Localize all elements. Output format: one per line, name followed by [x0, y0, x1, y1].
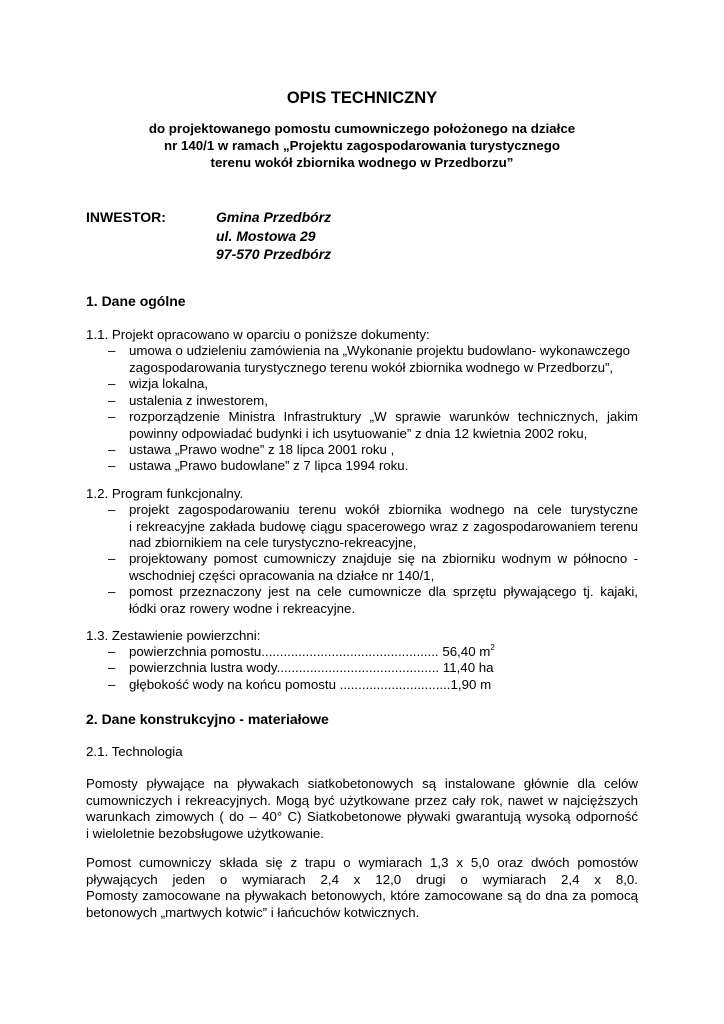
subtitle-line: nr 140/1 w ramach „Projektu zagospodarowania turystycznego [163, 138, 561, 153]
paragraph-line: pływających jeden o wymiarach 2,4 x 12,0 drugi o wymiarach 2,4 x 8,0. [86, 871, 638, 887]
bullet-dash: – [108, 584, 116, 599]
list-item-line: ustalenia z inwestorem, [129, 393, 268, 408]
paragraph-line: i wieloletnie bezobsługowe użytkowanie. [86, 825, 325, 841]
paragraph-line: betonowych „martwych kotwic” i łańcuchów kotwicznych. [86, 904, 420, 920]
list-item-line: ustawa „Prawo wodne” z 18 lipca 2001 roku , [129, 442, 395, 457]
list-item-line: ustawa „Prawo budowlane” z 7 lipca 1994 roku. [129, 458, 409, 473]
investor-label: INWESTOR: [86, 209, 166, 225]
bullet-dash: – [108, 677, 116, 692]
paragraph-line: Pomosty pływające na pływakach siatkobetonowych są instalowane głównie dla celów [86, 776, 638, 791]
paragraph [86, 776, 638, 842]
investor-street: ul. Mostowa 29 [216, 227, 316, 244]
section-2-heading: 2. Dane konstrukcyjno - materiałowe [86, 711, 329, 727]
subtitle-line: terenu wokół zbiornika wodnego w Przedborzu” [210, 155, 514, 170]
section-1-1-intro: 1.1. Projekt opracowano w oparciu o poniższe dokumenty: [86, 327, 430, 342]
list-item-line: rozporządzenie Ministra Infrastruktury „W sprawie warunków technicznych, jakim [129, 409, 638, 424]
unit-superscript: 2 [490, 643, 495, 652]
bullet-dash: – [108, 409, 116, 424]
list-item-line: i rekreacyjne zakłada budowę ciągu spacerowego wraz z zagospodarowaniem terenu [129, 518, 638, 534]
list-item-line [129, 644, 638, 661]
paragraph [86, 855, 638, 921]
paragraph-line: Pomost cumowniczy składa się z trapu o wymiarach 1,3 x 5,0 oraz dwóch pomostów [86, 855, 638, 870]
bullet-dash: – [108, 502, 116, 517]
bullet-dash: – [108, 551, 116, 566]
list-item-line: powinny odpowiadać budynki i ich usytuowanie” z dnia 12 kwietnia 2002 roku, [129, 425, 588, 441]
document-subtitle [0, 120, 724, 171]
bullet-dash: – [108, 458, 116, 473]
investor-city: 97-570 Przedbórz [216, 246, 332, 262]
document-title: OPIS TECHNICZNY [286, 89, 438, 107]
section-2-1-heading: 2.1. Technologia [86, 744, 183, 759]
list-item-line: projektowany pomost cumowniczy znajduje się na zbiorniku wodnym w północno - [129, 551, 638, 566]
subtitle-line: do projektowanego pomostu cumowniczego położonego na działce [148, 121, 576, 136]
list-item-line: powierzchnia lustra wody............................................ 11,40 ha [129, 660, 494, 675]
list-item-line: nad zbiornikiem na cele turystyczno-rekreacyjne, [129, 535, 417, 551]
bullet-dash: – [108, 644, 116, 659]
list-item-line: pomost przeznaczony jest na cele cumownicze dla sprzętu pływającego tj. kajaki, [129, 584, 638, 599]
bullet-dash: – [108, 376, 116, 391]
section-1-heading: 1. Dane ogólne [86, 293, 186, 309]
bullet-dash: – [108, 660, 116, 675]
paragraph-line: cumowniczych i rekreacyjnych. Mogą być użytkowane przez cały rok, nawet w najcięższych [86, 792, 638, 808]
list-item-line: łódki oraz rowery wodne i rekreacyjne. [129, 600, 356, 616]
list-item-line: wschodniej części opracowania na działce nr 140/1, [129, 567, 435, 583]
list-item-line: projekt zagospodarowaniu terenu wokół zbiornika wodnego na cele turystyczne [129, 502, 638, 517]
list-item-line: umowa o udzieleniu zamówienia na „Wykonanie projektu budowlano- wykonawczego [129, 343, 631, 358]
list-item-line: zagospodarowania turystycznego terenu wokół zbiornika wodnego w Przedborzu”, [129, 359, 614, 375]
bullet-dash: – [108, 393, 116, 408]
section-1-2-intro: 1.2. Program funkcjonalny. [86, 486, 244, 501]
investor-address [216, 208, 331, 264]
bullet-dash: – [108, 343, 116, 358]
section-1-3-intro: 1.3. Zestawienie powierzchni: [86, 628, 261, 643]
list-item-line: głębokość wody na końcu pomostu ..............................1,90 m [129, 677, 492, 692]
paragraph-line: warunkach zimowych ( do – 40° C) Siatkobetonowe pływaki gwarantują wysoką odporność [86, 809, 638, 825]
list-item-line: wizja lokalna, [129, 376, 209, 391]
bullet-dash: – [108, 442, 116, 457]
investor-name: Gmina Przedbórz [216, 209, 332, 225]
area-value: powierzchnia pomostu................................................ 56,40 m [129, 644, 491, 659]
paragraph-line: Pomosty zamocowane na pływakach betonowych, które zamocowane są do dna za pomocą [86, 888, 638, 904]
